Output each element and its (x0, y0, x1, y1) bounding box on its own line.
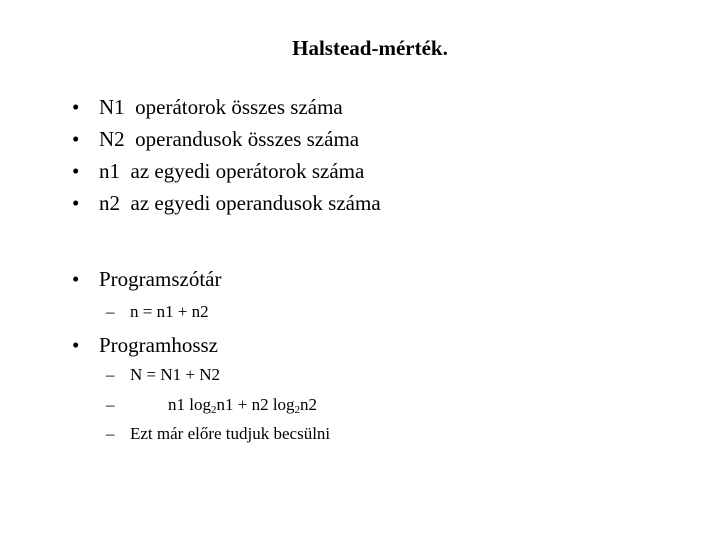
length-note (106, 424, 330, 444)
definition-text: N2 operandusok összes száma (99, 127, 360, 151)
definition-text: N1 operátorok összes száma (99, 95, 343, 119)
length-formula-text: N = N1 + N2 (130, 365, 221, 384)
estimate-part-3: n2 (300, 395, 318, 414)
dash-icon: – (106, 365, 115, 384)
length-heading (72, 333, 218, 358)
length-note-text: Ezt már előre tudjuk becsülni (130, 424, 331, 443)
list-item (72, 190, 381, 217)
bullet-icon: • (72, 191, 80, 215)
definition-list (72, 94, 381, 222)
list-item (72, 158, 381, 185)
length-formula (106, 365, 220, 385)
bullet-icon: • (72, 95, 80, 119)
list-item (72, 126, 381, 153)
length-heading-text: Programhossz (99, 333, 218, 357)
bullet-icon: • (72, 333, 80, 357)
vocabulary-formula (106, 302, 209, 322)
estimate-subscript-1: 2 (210, 404, 217, 416)
vocabulary-heading (72, 267, 221, 292)
definition-text: n2 az egyedi operandusok száma (99, 191, 381, 215)
length-estimate (106, 395, 317, 415)
bullet-icon: • (72, 267, 80, 291)
list-item (72, 94, 381, 121)
estimate-part-2: n1 + n2 log (216, 395, 295, 414)
dash-icon: – (106, 302, 115, 321)
estimate-part-1: n1 log (168, 395, 211, 414)
vocabulary-formula-text: n = n1 + n2 (130, 302, 209, 321)
vocabulary-heading-text: Programszótár (99, 267, 222, 291)
estimate-subscript-2: 2 (294, 404, 301, 416)
dash-icon: – (106, 395, 115, 414)
bullet-icon: • (72, 159, 80, 183)
definition-text: n1 az egyedi operátorok száma (99, 159, 365, 183)
bullet-icon: • (72, 127, 80, 151)
dash-icon: – (106, 424, 115, 443)
page-title: Halstead-mérték. (292, 36, 448, 60)
